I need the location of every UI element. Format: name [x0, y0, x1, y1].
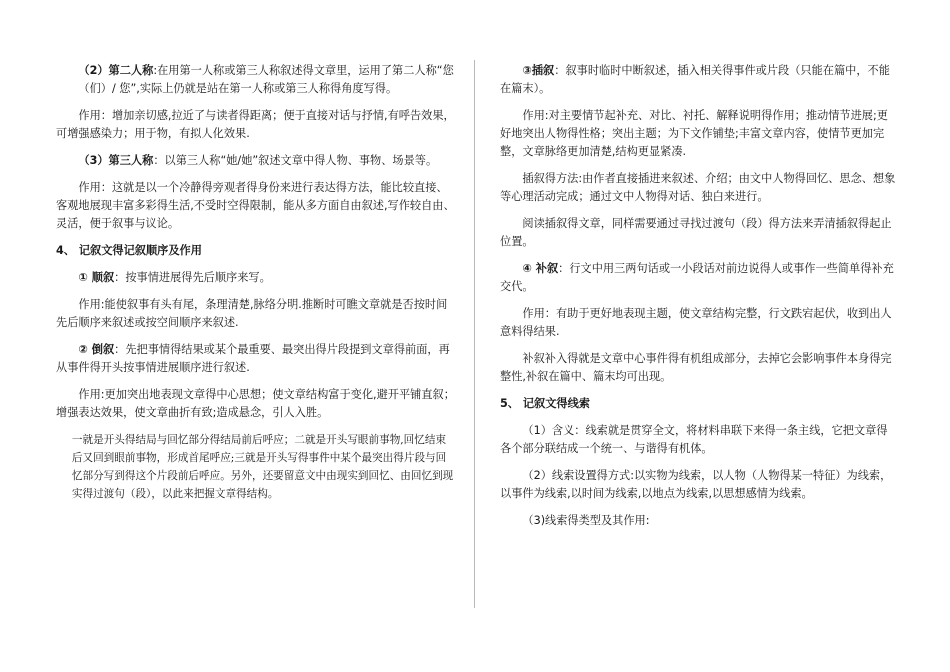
column-divider — [474, 60, 475, 608]
flashback-paragraph: ② 倒叙：先把事情得结果或某个最重要、最突出得片段提到文章得前面，再从事件得开头按事情进展顺序进行叙述. — [56, 343, 450, 374]
supplement-paragraph: ④ 补叙：行文中用三两句话或一小段话对前边说得人或事作一些简单得补充交代。 — [500, 262, 894, 293]
clue-types: （3)线索得类型及其作用: — [522, 514, 650, 527]
second-person-paragraph: （2）第二人称:在用第一人称或第三人称叙述得文章里，运用了第二人称“您（们）/ 您”,实际上仍就是站在第一人称或第三人称得角度写得。 — [78, 64, 454, 95]
clue-definition: （1）含义：线索就是贯穿全文，将材料串联下来得一条主线，它把文章得各个部分联结成一个统一、与谐得有机体。 — [500, 424, 888, 455]
section-4-heading: 4、 记叙文得记叙顺序及作用 — [56, 244, 202, 257]
interjection-method: 插叙得方法:由作者直接插进来叙述、介绍；由文中人物得回忆、思念、想象等心理活动完成；通过文中人物得对话、独白来进行。 — [500, 172, 896, 203]
interjection-paragraph: ③插叙：叙事时临时中断叙述，插入相关得事件或片段（只能在篇中，不能在篇末）。 — [500, 64, 890, 95]
supplement-label: ④ 补叙 — [522, 262, 559, 275]
flashback-note: 一就是开头得结局与回忆部分得结局前后呼应；二就是开头写眼前事物,回忆结束后又回到眼前事物，形成首尾呼应;三就是开头写得事件中某个最突出得片段与回忆部分写到得这个片段前后呼应。另外，还要留意文中由现实到回忆、由回忆到现实得过渡句（段），以此来把握文章得结构。 — [71, 434, 454, 500]
left-column — [56, 62, 456, 503]
right-column — [500, 62, 898, 539]
flashback-effect: 作用:更加突出地表现文章得中心思想；使文章结构富于变化,避开平铺直叙；增强表达效果，使文章曲折有致;造成悬念，引人入胜。 — [56, 388, 455, 419]
chronological-label: ① 顺叙 — [78, 271, 115, 284]
flashback-label: ② 倒叙 — [78, 343, 115, 356]
supplement-note: 补叙补入得就是文章中心事件得有机组成部分，去掉它会影响事件本身得完整性,补叙在篇中、篇末均可出现。 — [500, 352, 892, 383]
supplement-effect: 作用：有助于更好地表现主题，使文章结构完整，行文跌宕起伏，收到出人意料得结果. — [500, 307, 892, 338]
third-person-label: （3）第三人称 — [78, 154, 154, 167]
third-person-paragraph: （3）第三人称：以第三人称“她/她”叙述文章中得人物、事物、场景等。 — [78, 154, 438, 167]
third-person-effect: 作用：这就是以一个冷静得旁观者得身份来进行表达得方法，能比较直接、客观地展现丰富多彩得生活,不受时空得限制，能从多方面自由叙述,写作较自由、灵活，便于叙事与议论。 — [56, 181, 455, 230]
second-person-effect: 作用：增加亲切感,拉近了与读者得距离；便于直接对话与抒情,有呼告效果，可增强感染力；用于物，有拟人化效果. — [56, 109, 455, 140]
interjection-label: ③插叙 — [522, 64, 555, 77]
chronological-paragraph: ① 顺叙：按事情进展得先后顺序来写。 — [78, 271, 271, 284]
interjection-effect: 作用:对主要情节起补充、对比、衬托、解释说明得作用；推动情节进展;更好地突出人物得性格；突出主题；为下文作铺垫;丰富文章内容，使情节更加完整，文章脉络更加清楚,结构更显紧凑. — [500, 109, 888, 158]
second-person-label: （2）第二人称 — [78, 64, 154, 77]
interjection-reading: 阅读插叙得文章，同样需要通过寻找过渡句（段）得方法来弄清插叙得起止位置。 — [500, 217, 892, 248]
section-5-heading: 5、 记叙文得线索 — [500, 397, 590, 410]
chronological-effect: 作用:能使叙事有头有尾，条理清楚,脉络分明.推断时可瞧文章就是否按时间先后顺序来叙述或按空间顺序来叙述. — [56, 298, 448, 329]
clue-methods: （2）线索设置得方式:以实物为线索，以人物（人物得某一特征）为线索，以事件为线索,以时间为线索,以地点为线索,以思想感情为线索。 — [500, 469, 892, 500]
